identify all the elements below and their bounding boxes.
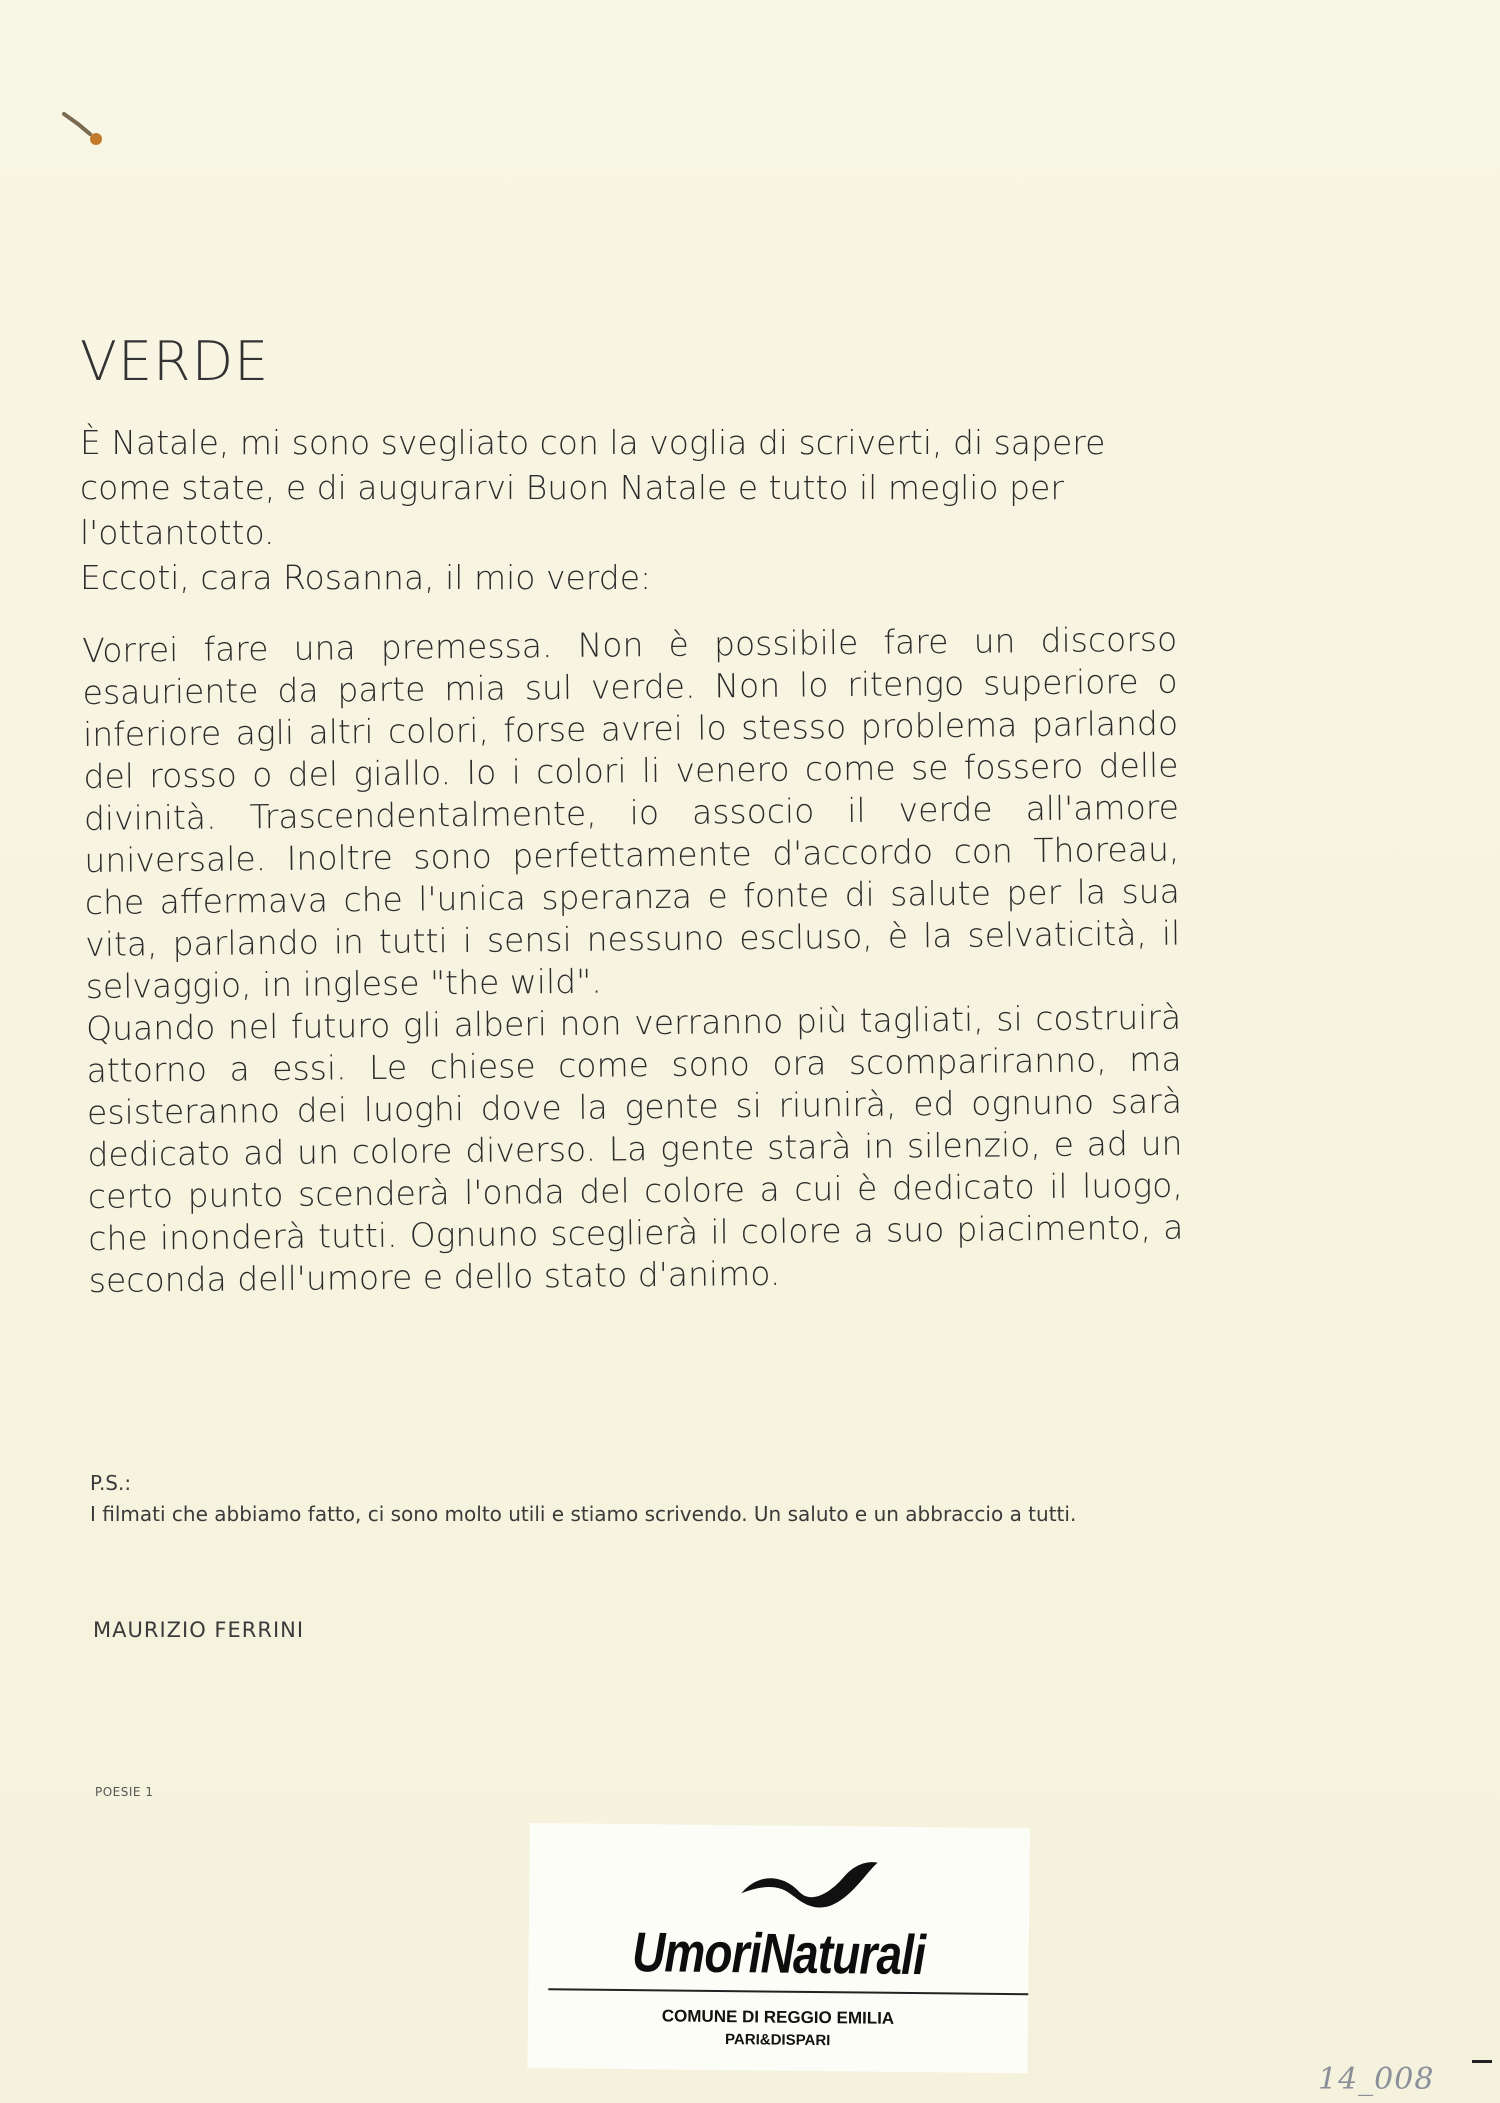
series-label: POESIE 1 bbox=[95, 1785, 154, 1799]
author-name: MAURIZIO FERRINI bbox=[93, 1618, 305, 1642]
postscript bbox=[90, 1468, 1180, 1530]
poem-title: VERDE bbox=[80, 330, 270, 393]
intro-paragraph: È Natale, mi sono svegliato con la voglia di scriverti, di sapere come state, e di augurarvi Buon Natale e tutto il meglio per l'ottantotto. bbox=[80, 423, 1106, 552]
stamp-logo-text: UmoriNaturali bbox=[631, 1920, 926, 1987]
umori-naturali-stamp bbox=[527, 1823, 1030, 2073]
intro-section bbox=[80, 420, 1180, 600]
body-paragraph-2: Quando nel futuro gli alberi non verranno più tagliati, si costruirà attorno a essi. Le chiese come sono ora scompariranno, ma esisteranno dei luoghi dove la gente si riunirà, ed ognuno sarà dedicato ad un colore diverso. La gente starà in silenzio, e ad un certo punto scenderà l'onda del colore a cui è dedicato il luogo, che inonderà tutti. Ognuno sceglierà il colore a suo piacimento, a seconda dell'umore e dello stato d'animo. bbox=[85, 997, 1184, 1300]
archive-number: 14_008 bbox=[1318, 2062, 1435, 2097]
staple-mark-icon bbox=[60, 108, 108, 148]
stamp-project: PARI&DISPARI bbox=[724, 2031, 831, 2050]
stamp-divider bbox=[548, 1988, 1028, 1995]
edge-mark bbox=[1472, 2060, 1492, 2063]
postscript-label: P.S.: bbox=[90, 1471, 132, 1495]
body-paragraph-1: Vorrei fare una premessa. Non è possibile fare un discorso esauriente da parte mia sul verde. Non lo ritengo superiore o inferiore agli altri colori, forse avrei lo stesso problema parlando del rosso o del giallo. Io i colori li venero come se fossero delle divinità. Trascendentalmente, io associo il verde all'amore universale. Inoltre sono perfettamente d'accordo con Thoreau, che affermava che l'unica speranza e fonte di salute per la sua vita, parlando in tutti i sensi nessuno escluso, è la selvaticità, il selvaggio, in inglese "the wild". bbox=[82, 619, 1181, 1006]
intro-greeting: Eccoti, cara Rosanna, il mio verde: bbox=[80, 558, 652, 597]
postscript-text: I filmati che abbiamo fatto, ci sono molto utili e stiamo scrivendo. Un saluto e un abbraccio a tutti. bbox=[90, 1502, 1077, 1526]
stamp-municipality: COMUNE DI REGGIO EMILIA bbox=[661, 2006, 895, 2028]
swoosh-logo-icon bbox=[739, 1853, 880, 1914]
poem-body bbox=[82, 619, 1184, 1302]
